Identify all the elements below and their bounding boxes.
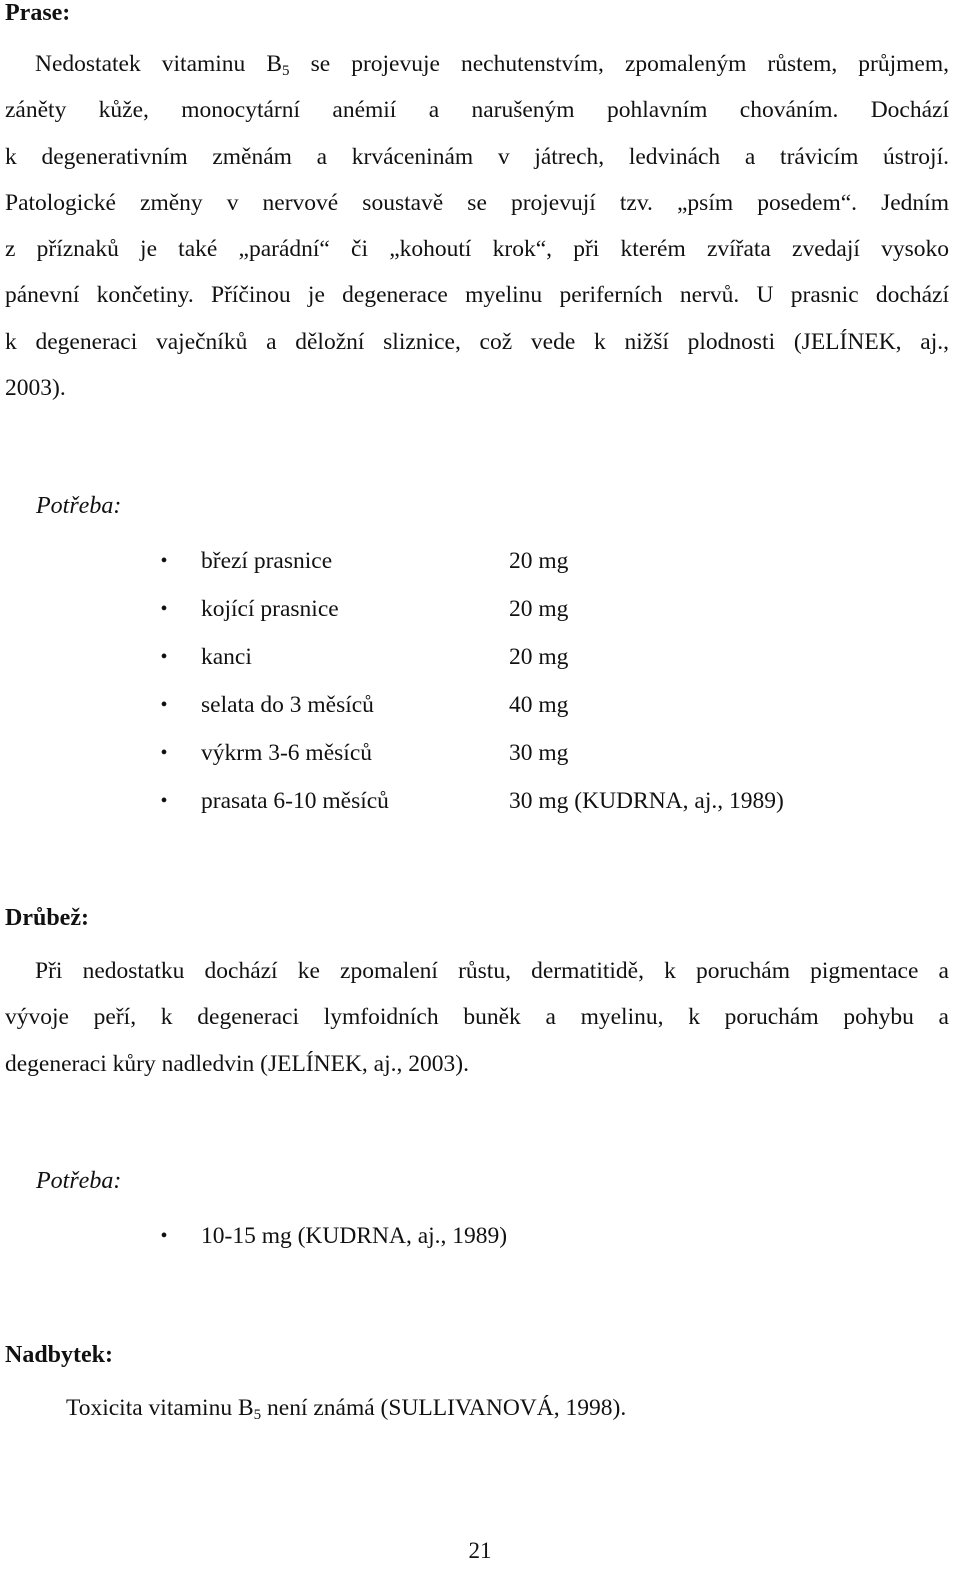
prase-paragraph-line-3: k degenerativním změnám a krváceninám v játrech, ledvinách a trávicím ústrojí. bbox=[5, 143, 949, 170]
prase-paragraph bbox=[5, 41, 949, 411]
need-label: selata do 3 měsíců bbox=[201, 692, 374, 718]
prase-paragraph-line-2: záněty kůže, monocytární anémií a narušeným pohlavním chováním. Dochází bbox=[5, 97, 949, 124]
prase-paragraph-line-5: z příznaků je také „parádní“ či „kohoutí krok“, při kterém zvířata zvedají vysoko bbox=[5, 236, 949, 263]
subscript: 5 bbox=[253, 1407, 262, 1423]
need-amount: 30 mg bbox=[509, 740, 569, 766]
nadbytek-line bbox=[66, 1385, 946, 1431]
bullet-icon: • bbox=[160, 598, 168, 620]
bullet-icon: • bbox=[160, 646, 168, 668]
need-label: kanci bbox=[201, 644, 252, 670]
need-label: březí prasnice bbox=[201, 548, 333, 574]
need-amount: 20 mg bbox=[509, 548, 569, 574]
need-label: prasata 6-10 měsíců bbox=[201, 788, 389, 814]
prase-paragraph-line-8: 2003). bbox=[5, 375, 66, 402]
section-heading-prase: Prase: bbox=[5, 0, 71, 26]
list-item bbox=[158, 729, 858, 777]
prase-need-heading: Potřeba: bbox=[36, 493, 122, 519]
drubez-paragraph-line-2: vývoje peří, k degeneraci lymfoidních buněk a myelinu, k poruchám pohybu a bbox=[5, 1004, 949, 1031]
list-item bbox=[158, 1212, 858, 1260]
list-item bbox=[158, 777, 858, 825]
prase-paragraph-line-1 bbox=[5, 41, 949, 87]
need-amount: 20 mg bbox=[509, 596, 569, 622]
drubez-paragraph-line-1: Při nedostatku dochází ke zpomalení růstu, dermatitidě, k poruchám pigmentace a bbox=[35, 958, 949, 984]
list-item bbox=[158, 537, 858, 585]
list-item bbox=[158, 633, 858, 681]
prase-paragraph-line-4: Patologické změny v nervové soustavě se projevují tzv. „psím posedem“. Jedním bbox=[5, 189, 949, 216]
nadbytek-text bbox=[66, 1385, 946, 1431]
bullet-icon: • bbox=[160, 550, 168, 572]
need-amount: 40 mg bbox=[509, 692, 569, 718]
prase-paragraph-line-7: k degeneraci vaječníků a děložní sliznice, což vede k nižší plodnosti (JELÍNEK, aj., bbox=[5, 328, 949, 355]
bullet-icon: • bbox=[160, 790, 168, 812]
bullet-icon: • bbox=[160, 1225, 168, 1247]
text-fragment: Nedostatek vitaminu B bbox=[35, 51, 283, 77]
drubez-need-heading: Potřeba: bbox=[36, 1168, 122, 1194]
section-heading-drubez: Drůbež: bbox=[5, 905, 89, 931]
text-fragment: Toxicita vitaminu B bbox=[66, 1395, 254, 1421]
need-label: 10-15 mg (KUDRNA, aj., 1989) bbox=[201, 1223, 508, 1249]
text-fragment: se projevuje nechutenstvím, zpomaleným růstem, průjmem, bbox=[289, 51, 949, 77]
section-heading-nadbytek: Nadbytek: bbox=[5, 1342, 114, 1368]
drubez-paragraph bbox=[5, 948, 949, 1087]
need-label: výkrm 3-6 měsíců bbox=[201, 740, 372, 766]
need-amount: 20 mg bbox=[509, 644, 569, 670]
subscript: 5 bbox=[282, 63, 290, 79]
drubez-needs-list bbox=[158, 1212, 858, 1260]
bullet-icon: • bbox=[160, 742, 168, 764]
page-number: 21 bbox=[468, 1538, 492, 1563]
need-amount: 30 mg (KUDRNA, aj., 1989) bbox=[509, 788, 784, 814]
list-item bbox=[158, 681, 858, 729]
bullet-icon: • bbox=[160, 694, 168, 716]
need-label: kojící prasnice bbox=[201, 596, 339, 622]
list-item bbox=[158, 585, 858, 633]
prase-needs-list bbox=[158, 537, 858, 825]
prase-paragraph-line-6: pánevní končetiny. Příčinou je degenerace myelinu periferních nervů. U prasnic dochází bbox=[5, 282, 949, 309]
text-fragment: není známá (SULLIVANOVÁ, 1998). bbox=[261, 1395, 627, 1421]
drubez-paragraph-line-3: degeneraci kůry nadledvin (JELÍNEK, aj., 2003). bbox=[5, 1050, 469, 1077]
